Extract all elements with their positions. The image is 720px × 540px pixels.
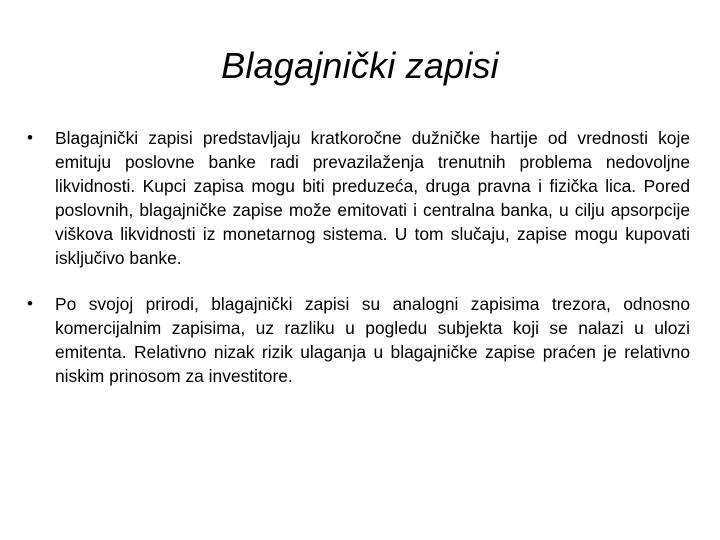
bullet-list <box>25 126 690 410</box>
bullet-text: Po svojoj prirodi, blagajnički zapisi su analogni zapisima trezora, odnosno komercijalnim zapisima, uz razliku u pogledu subjekta koji se nalazi u ulozi emitenta. Relativno nizak rizik ulaganja u blagajničke zapise praćen je relativno niskim prinosom za investitore. <box>55 294 690 386</box>
bullet-marker-icon: • <box>27 294 33 313</box>
slide-title: Blagajnički zapisi <box>221 45 499 86</box>
bullet-text: Blagajnički zapisi predstavljaju kratkoročne dužničke hartije od vrednosti koje emituju poslovne banke radi prevazilaženja trenutnih problema nedovoljne likvidnosti. Kupci zapisa mogu biti preduzeća, druga pravna i fizička lica. Pored poslovnih, blagajničke zapise može emitovati i centralna banka, u cilju apsorpcije viškova likvidnosti iz monetarnog sistema. U tom slučaju, zapise mogu kupovati isključivo banke. <box>55 128 690 268</box>
bullet-item <box>25 292 690 388</box>
bullet-item <box>25 126 690 270</box>
bullet-marker-icon: • <box>27 128 33 147</box>
